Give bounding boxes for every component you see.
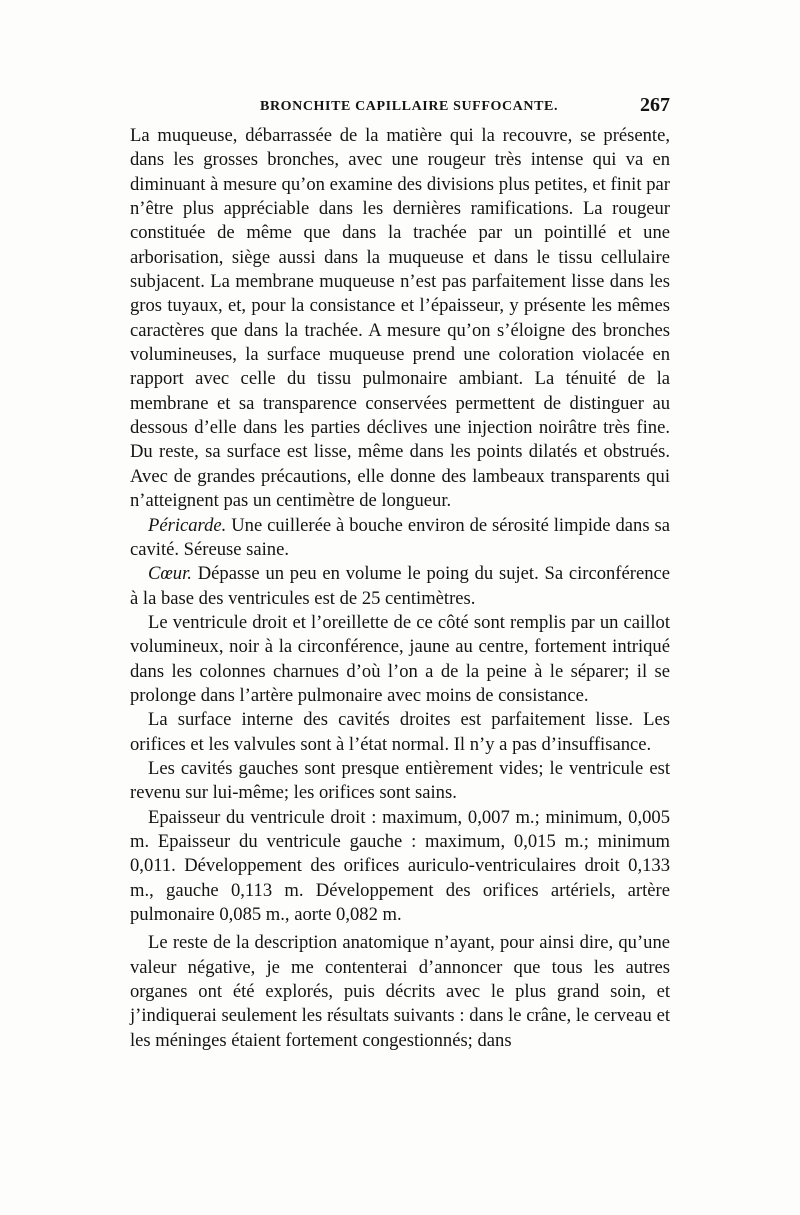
running-title: BRONCHITE CAPILLAIRE SUFFOCANTE. (260, 99, 559, 114)
paragraph-coeur (130, 562, 670, 611)
paragraph-text: Epaisseur du ventricule droit : maximum, 0,007 m.; minimum, 0,005 m. Epaisseur du ventricule gauche : maximum, 0,015 m.; minimum 0,011. Développement des orifices auriculo-ventriculaires droit 0,133 m., gauche 0,113 m. Développement des orifices artériels, artère pulmonaire 0,085 m., aorte 0,082 m. (130, 806, 670, 925)
paragraph-text: La muqueuse, débarrassée de la matière qui la recouvre, se présente, dans les grosses bronches, avec une rougeur très intense qui va en diminuant à mesure qu’on examine des divisions plus petites, et finit par n’être plus appréciable dans les dernières ramifications. La rougeur constituée de même que dans la trachée par un pointillé et une arborisation, siège aussi dans la muqueuse et dans le tissu cellulaire subjacent. La membrane muqueuse n’est pas parfaitement lisse dans les gros tuyaux, et, pour la consistance et l’épaisseur, y présente les mêmes caractères que dans la trachée. A mesure qu’on s’éloigne des bronches volumineuses, la surface muqueuse prend une coloration violacée en rapport avec celle du tissu pulmonaire ambiant. La ténuité de la membrane et sa transparence conservées permettent de distinguer au dessous d’elle dans les parties déclives une injection noirâtre très fine. Du reste, sa surface est lisse, même dans les points dilatés et obstrués. Avec de grandes précautions, elle donne des lambeaux transparents qui n’atteignent pas un centimètre de longueur. (130, 125, 670, 512)
paragraph-text: Les cavités gauches sont presque entièrement vides; le ventricule est revenu sur lui-même; les orifices sont sains. (130, 757, 670, 804)
paragraph-lead: Péricarde. (148, 514, 227, 536)
paragraph-surface-interne (130, 708, 670, 757)
book-page (130, 96, 670, 1053)
paragraph-epaisseur (130, 806, 670, 928)
paragraph-bronchial-mucosa (130, 124, 670, 514)
paragraph-text: La surface interne des cavités droites est parfaitement lisse. Les orifices et les valvules sont à l’état normal. Il n’y a pas d’insuffisance. (130, 709, 670, 755)
paragraph-text: Le ventricule droit et l’oreillette de ce côté sont remplis par un caillot volumineux, noir à la circonférence, jaune au centre, fortement intriqué dans les colonnes charnues d’où l’on a de la peine à le séparer; il se prolonge dans l’artère pulmonaire avec moins de consistance. (130, 611, 670, 706)
paragraph-pericarde (130, 514, 670, 563)
paragraph-text: Dépasse un peu en volume le poing du sujet. Sa circonférence à la base des ventricules est de 25 centimètres. (130, 563, 671, 609)
paragraph-reste-description (130, 931, 670, 1053)
paragraph-cavites-gauches (130, 757, 670, 806)
page-header (130, 96, 670, 124)
paragraph-lead: Cœur. (148, 563, 192, 585)
paragraph-text: Une cuillerée à bouche environ de sérosité limpide dans sa cavité. Séreuse saine. (130, 514, 670, 560)
page-number: 267 (640, 94, 670, 116)
body-text (130, 124, 670, 1053)
paragraph-ventricule-droit (130, 611, 670, 708)
paragraph-text: Le reste de la description anatomique n’ayant, pour ainsi dire, qu’une valeur négative, je me contenterai d’annoncer que tous les autres organes ont été explorés, puis décrits avec le plus grand soin, et j’indiquerai seulement les résultats suivants : dans le crâne, le cerveau et les méninges étaient fortement congestionnés; dans (130, 932, 670, 1051)
